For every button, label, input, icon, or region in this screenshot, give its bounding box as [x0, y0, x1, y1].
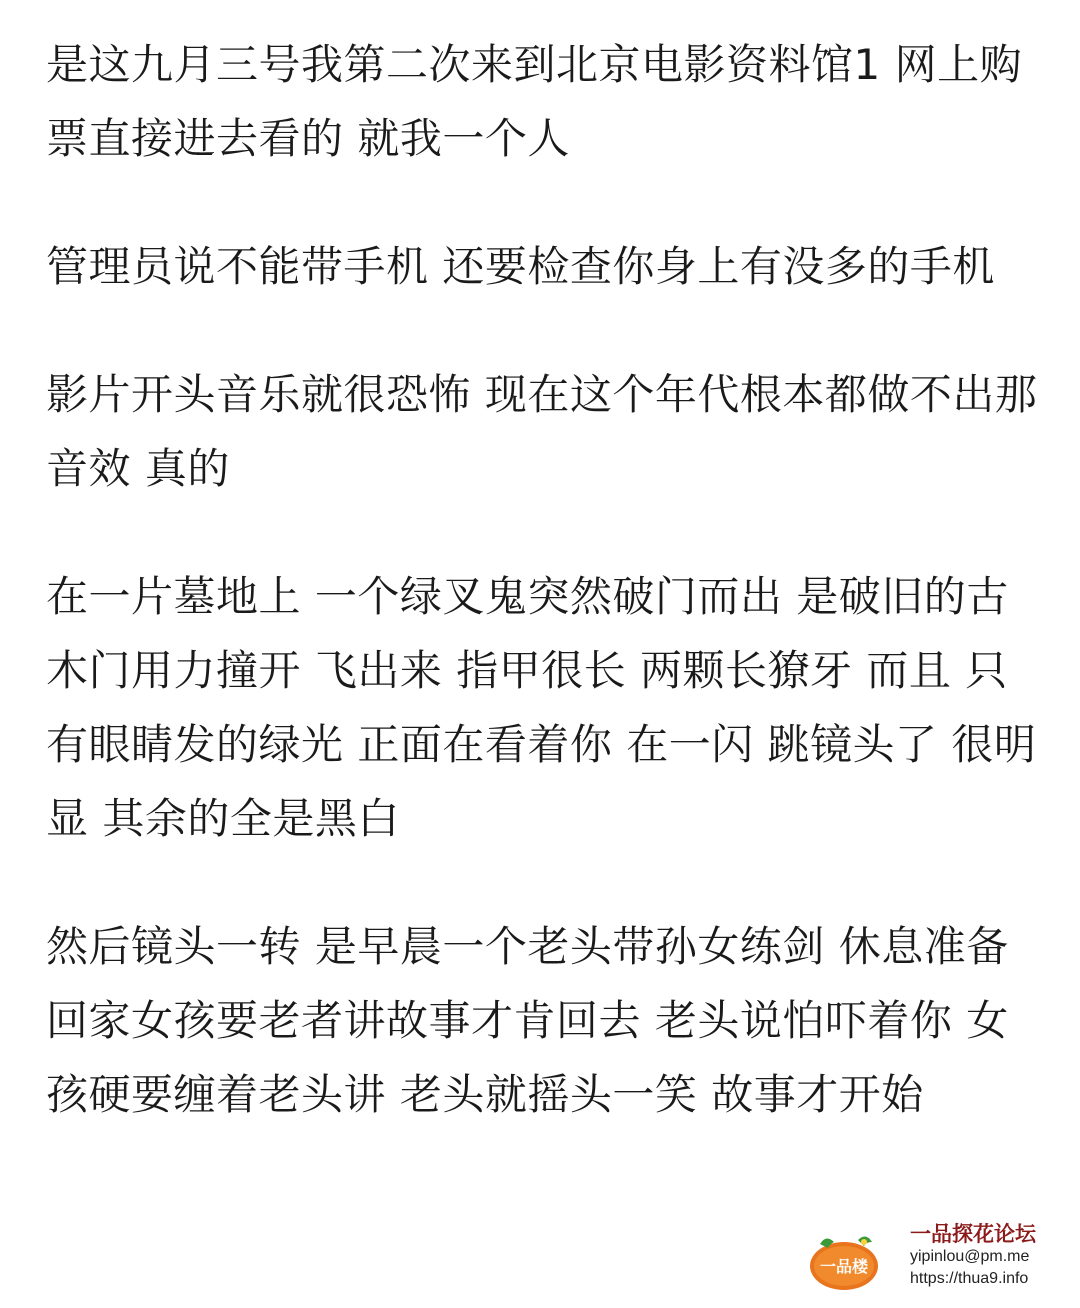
- paragraph-5: 然后镜头一转 是早晨一个老头带孙女练剑 休息准备回家女孩要老者讲故事才肯回去 老头说怕吓着你 女孩硬要缠着老头讲 老头就摇头一笑 故事才开始: [46, 922, 1009, 1119]
- paragraph-3: 影片开头音乐就很恐怖 现在这个年代根本都做不出那音效 真的: [46, 370, 1038, 493]
- logo-text: 一品楼: [819, 1257, 869, 1276]
- forum-email: yipinlou@pm.me: [910, 1248, 1030, 1265]
- forum-url[interactable]: https://thua9.info: [910, 1270, 1029, 1287]
- post-body: [46, 28, 1038, 1186]
- paragraph-2: 管理员说不能带手机 还要检查你身上有没多的手机: [46, 242, 995, 291]
- watermark: [808, 1218, 1070, 1300]
- paragraph-1: 是这九月三号我第二次来到北京电影资料馆1 网上购票直接进去看的 就我一个人: [46, 40, 1023, 163]
- forum-title: 一品探花论坛: [910, 1222, 1036, 1246]
- paragraph-4: 在一片墓地上 一个绿叉鬼突然破门而出 是破旧的古木门用力撞开 飞出来 指甲很长 两颗长獠牙 而且 只有眼睛发的绿光 正面在看着你 在一闪 跳镜头了 很明显 其余的全是黑白: [46, 572, 1037, 843]
- forum-logo-icon: [808, 1228, 880, 1292]
